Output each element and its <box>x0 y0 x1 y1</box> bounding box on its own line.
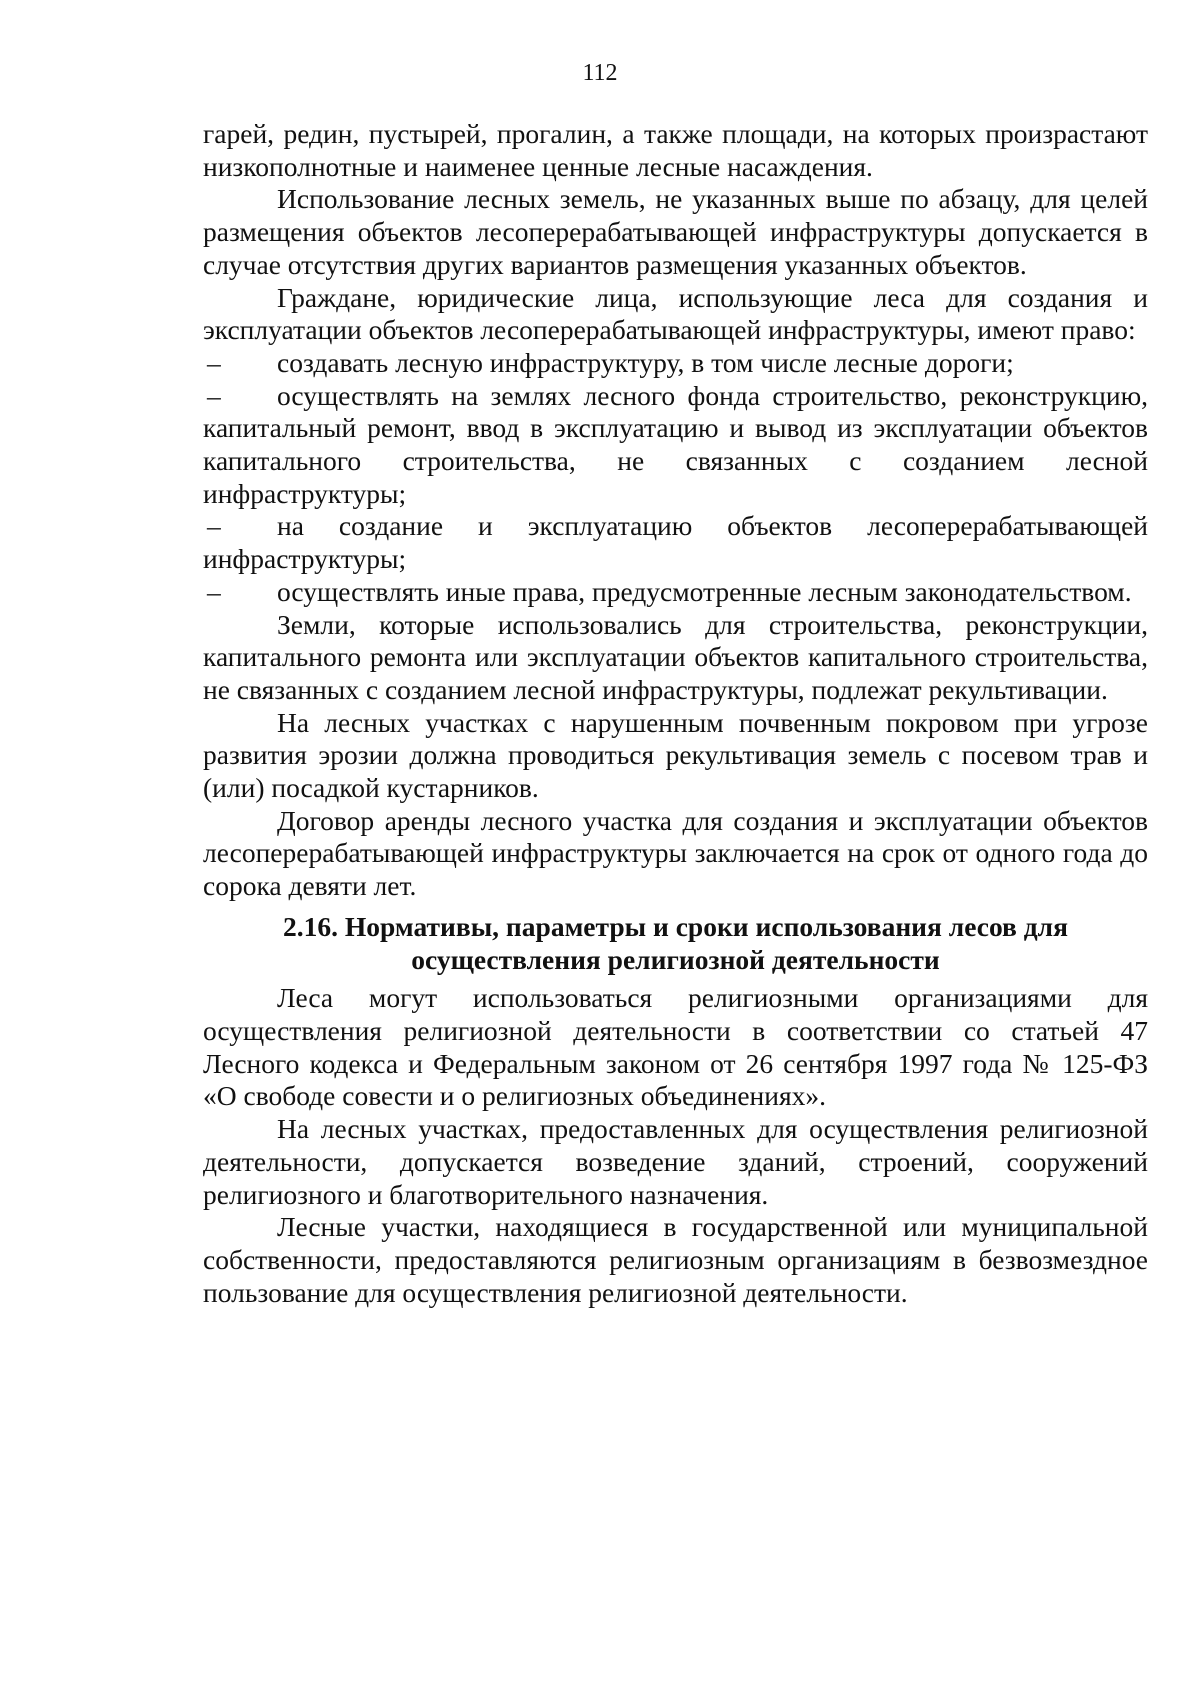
paragraph: Земли, которые использовались для строительства, реконструкции, капитального ремонта или эксплуатации объектов капитального строительства, не связанных с созданием лесной инфраструктуры, подлежат рекультивации. <box>203 608 1148 705</box>
list-item <box>203 510 1148 575</box>
paragraph: Граждане, юридические лица, использующие леса для создания и эксплуатации объектов лесоперерабатывающей инфраструктуры, имеют право: <box>203 281 1148 346</box>
list-item-text: создавать лесную инфраструктуру, в том числе лесные дороги; <box>277 346 1014 378</box>
dash-marker: – <box>207 575 221 607</box>
page-number: 112 <box>582 60 618 86</box>
paragraph: На лесных участках с нарушенным почвенным покровом при угрозе развития эрозии должна проводиться рекультивация земель с посевом трав и (или) посадкой кустарников. <box>203 706 1148 804</box>
list-item <box>203 347 1148 380</box>
list-item-text: осуществлять иные права, предусмотренные лесным законодательством. <box>277 575 1132 607</box>
paragraph: гарей, редин, пустырей, прогалин, а также площади, на которых произрастают низкополнотные и наименее ценные лесные насаждения. <box>203 118 1148 182</box>
list-item-text: на создание и эксплуатацию объектов лесоперерабатывающей инфраструктуры; <box>203 510 1148 575</box>
paragraph: На лесных участках, предоставленных для осуществления религиозной деятельности, допускается возведение зданий, строений, сооружений религиозного и благотворительного назначения. <box>203 1113 1148 1210</box>
paragraph: Леса могут использоваться религиозными организациями для осуществления религиозной деятельности в соответствии со статьей 47 Лесного кодекса и Федеральным законом от 26 сентября 1997 года № 125-ФЗ «О свободе совести и о религиозных объединениях». <box>203 982 1148 1112</box>
paragraph: Лесные участки, находящиеся в государственной или муниципальной собственности, предоставляются религиозным организациям в безвозмездное пользование для осуществления религиозной деятельности. <box>203 1211 1148 1308</box>
document-body <box>203 118 1148 1309</box>
dash-marker: – <box>207 510 221 542</box>
paragraph: Договор аренды лесного участка для создания и эксплуатации объектов лесоперерабатывающей инфраструктуры заключается на срок от одного года до сорока девяти лет. <box>203 804 1148 902</box>
list-item <box>203 380 1148 511</box>
section-heading: 2.16. Нормативы, параметры и сроки использования лесов для осуществления религиозной деятельности <box>283 910 1068 975</box>
list-item-text: осуществлять на землях лесного фонда строительство, реконструкцию, капитальный ремонт, ввод в эксплуатацию и вывод из эксплуатации объектов капитального строительства, не связанных с созданием лесной инфраструктуры; <box>203 379 1148 509</box>
dash-marker: – <box>207 346 221 378</box>
list-item <box>203 576 1148 609</box>
dash-marker: – <box>207 379 221 411</box>
paragraph: Использование лесных земель, не указанных выше по абзацу, для целей размещения объектов лесоперерабатывающей инфраструктуры допускается в случае отсутствия других вариантов размещения указанных объектов. <box>203 183 1148 280</box>
